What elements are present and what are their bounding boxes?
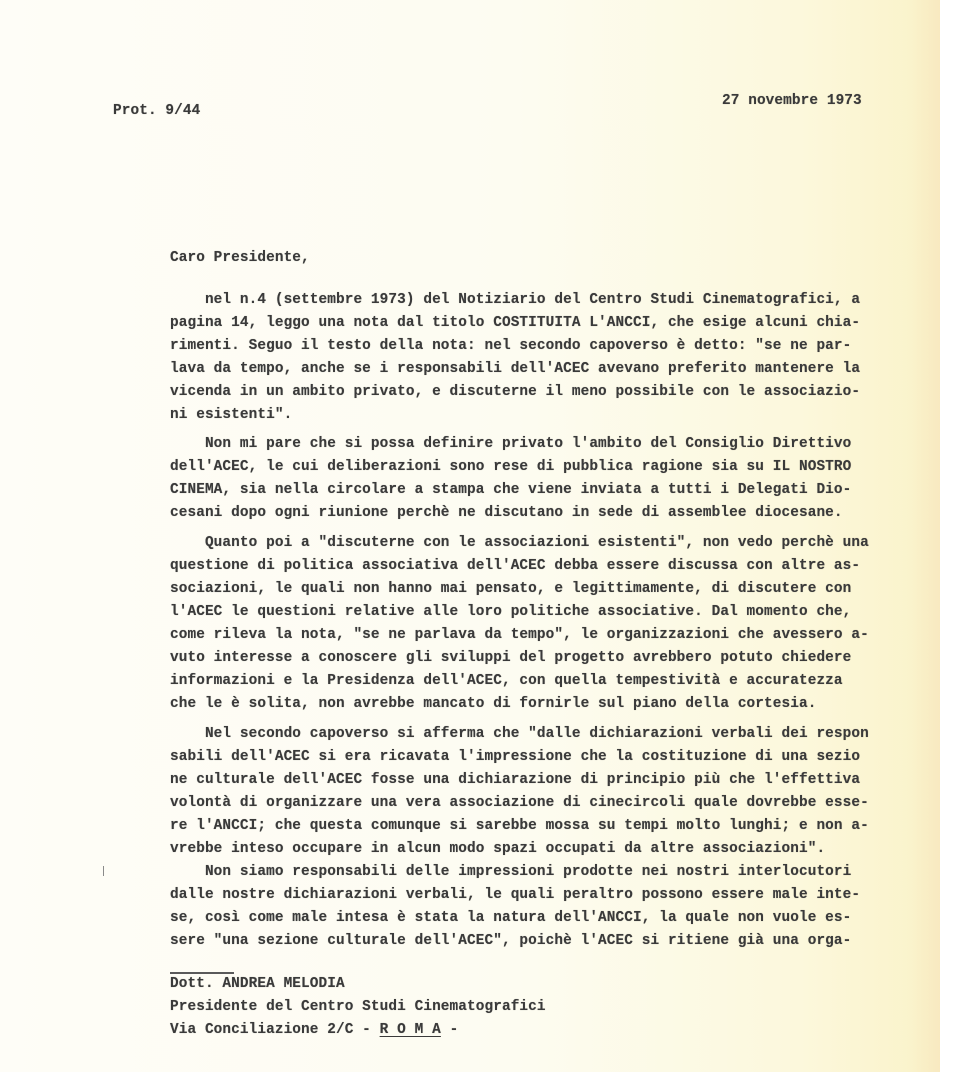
text-line: rimenti. Seguo il testo della nota: nel secondo capoverso è detto: "se ne par- bbox=[170, 338, 852, 354]
text-line: sociazioni, le quali non hanno mai pensato, e legittimamente, di discutere con bbox=[170, 581, 852, 597]
text-line: CINEMA, sia nella circolare a stampa che viene inviata a tutti i Delegati Dio- bbox=[170, 482, 852, 498]
address-street: Via Conciliazione 2/C - bbox=[170, 1022, 380, 1038]
letter-date: 27 novembre 1973 bbox=[722, 93, 862, 109]
text-line: cesani dopo ogni riunione perchè ne discutano in sede di assemblee diocesane. bbox=[170, 505, 843, 521]
text-line: lava da tempo, anche se i responsabili dell'ACEC avevano preferito mantenere la bbox=[170, 361, 861, 377]
address-suffix: - bbox=[440, 1022, 459, 1038]
paper-fold-shadow bbox=[910, 0, 940, 1072]
margin-mark bbox=[103, 866, 104, 876]
text-line: Non siamo responsabili delle impressioni prodotte nei nostri interlocutori bbox=[170, 864, 852, 880]
text-line: come rileva la nota, "se ne parlava da tempo", le organizzazioni che avessero a- bbox=[170, 627, 869, 643]
text-line: informazioni e la Presidenza dell'ACEC, con quella tempestività e accuratezza bbox=[170, 673, 843, 689]
text-line: ne culturale dell'ACEC fosse una dichiarazione di principio più che l'effettiva bbox=[170, 772, 861, 788]
scan-margin bbox=[940, 0, 954, 1080]
text-line: Nel secondo capoverso si afferma che "dalle dichiarazioni verbali dei respon bbox=[170, 726, 869, 742]
text-line: vicenda in un ambito privato, e discuterne il meno possibile con le associazio- bbox=[170, 384, 861, 400]
text-line: che le è solita, non avrebbe mancato di fornirle sul piano della cortesia. bbox=[170, 696, 817, 712]
protocol-number: Prot. 9/44 bbox=[113, 103, 201, 119]
addressee-address bbox=[170, 1022, 458, 1038]
text-line: Non mi pare che si possa definire privato l'ambito del Consiglio Direttivo bbox=[170, 436, 852, 452]
addressee-rule bbox=[170, 972, 234, 974]
text-line: nel n.4 (settembre 1973) del Notiziario del Centro Studi Cinematografici, a bbox=[170, 292, 861, 308]
text-line: sabili dell'ACEC si era ricavata l'impressione che la costituzione di una sezio bbox=[170, 749, 861, 765]
text-line: questione di politica associativa dell'ACEC debba essere discussa con altre as- bbox=[170, 558, 861, 574]
text-line: Quanto poi a "discuterne con le associazioni esistenti", non vedo perchè una bbox=[170, 535, 869, 551]
text-line: re l'ANCCI; che questa comunque si sarebbe mossa su tempi molto lunghi; e non a- bbox=[170, 818, 869, 834]
text-line: dell'ACEC, le cui deliberazioni sono rese di pubblica ragione sia su IL NOSTRO bbox=[170, 459, 852, 475]
text-line: ni esistenti". bbox=[170, 407, 293, 423]
addressee-name: Dott. ANDREA MELODIA bbox=[170, 976, 345, 992]
text-line: se, così come male intesa è stata la natura dell'ANCCI, la quale non vuole es- bbox=[170, 910, 852, 926]
text-line: volontà di organizzare una vera associazione di cinecircoli quale dovrebbe esse- bbox=[170, 795, 869, 811]
text-line: dalle nostre dichiarazioni verbali, le quali peraltro possono essere male inte- bbox=[170, 887, 861, 903]
text-line: pagina 14, leggo una nota dal titolo COSTITUITA L'ANCCI, che esige alcuni chia- bbox=[170, 315, 861, 331]
text-line: vuto interesse a conoscere gli sviluppi del progetto avrebbero potuto chiedere bbox=[170, 650, 852, 666]
address-city: R O M A bbox=[379, 1022, 441, 1038]
text-line: vrebbe inteso occupare in alcun modo spazi occupati da altre associazioni". bbox=[170, 841, 826, 857]
addressee-title: Presidente del Centro Studi Cinematografici bbox=[170, 999, 546, 1015]
text-line: sere "una sezione culturale dell'ACEC", poichè l'ACEC si ritiene già una orga- bbox=[170, 933, 852, 949]
text-line: l'ACEC le questioni relative alle loro politiche associative. Dal momento che, bbox=[170, 604, 852, 620]
salutation: Caro Presidente, bbox=[170, 250, 310, 266]
